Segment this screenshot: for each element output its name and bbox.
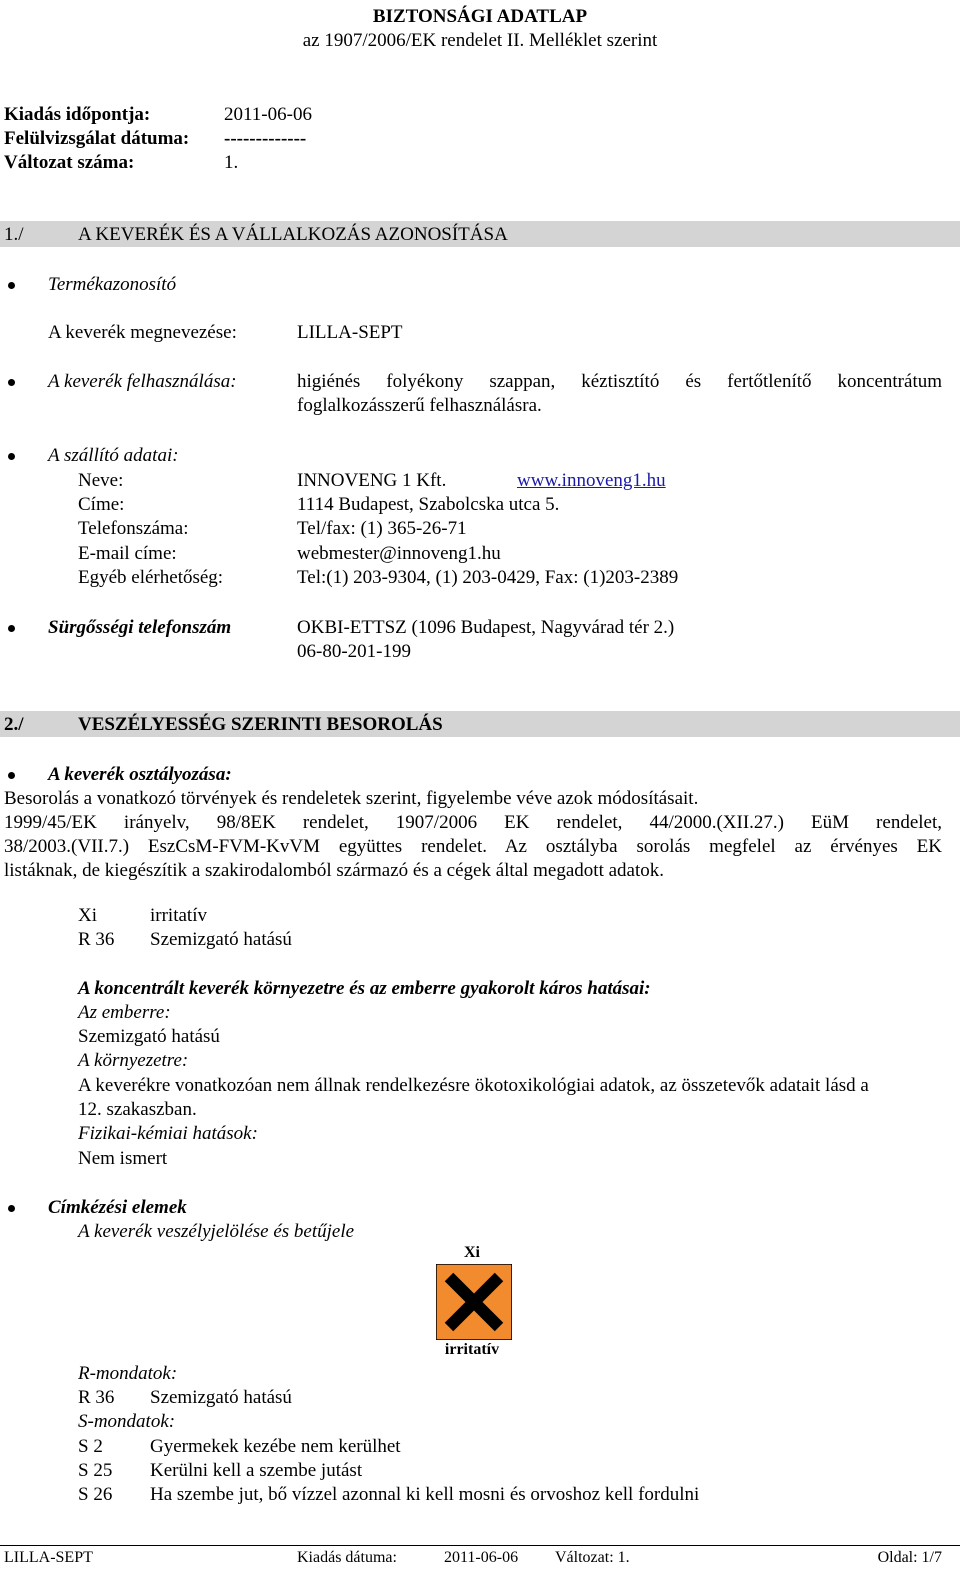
class-text-xi: irritatív [150, 905, 207, 926]
review-date-label: Felülvizsgálat dátuma: [4, 128, 190, 149]
s-phrase-text: Kerülni kell a szembe jutást [150, 1460, 363, 1481]
classification-para-line-4: listáknak, de kiegészítik a szakirodalomból származó és a cégek által megadott adatok. [4, 860, 664, 881]
bullet [8, 625, 15, 632]
issue-date-value: 2011-06-06 [224, 104, 312, 125]
product-id-label: Termékazonosító [48, 274, 177, 295]
footer-issue-label: Kiadás dátuma: [297, 1549, 397, 1566]
version-label: Változat száma: [4, 152, 135, 173]
emergency-line-2: 06-80-201-199 [297, 641, 411, 662]
class-code-xi: Xi [78, 905, 97, 926]
version-value: 1. [224, 152, 239, 173]
email-label: E-mail címe: [78, 543, 177, 564]
bullet [8, 453, 15, 460]
class-text-r36: Szemizgató hatású [150, 929, 292, 950]
environment-line-2: 12. szakaszban. [78, 1099, 197, 1120]
document-subtitle: az 1907/2006/EK rendelet II. Melléklet szerint [302, 30, 658, 51]
r-phrase-text: Szemizgató hatású [150, 1387, 292, 1408]
email-value: webmester@innoveng1.hu [297, 543, 501, 564]
address-label: Címe: [78, 494, 125, 515]
address-value: 1114 Budapest, Szabolcska utca 5. [297, 494, 560, 515]
section1-number: 1./ [4, 224, 24, 245]
bullet [8, 772, 15, 779]
emergency-label: Sürgősségi telefonszám [48, 617, 232, 638]
other-contact-label: Egyéb elérhetőség: [78, 567, 224, 588]
use-line-1: higiénés folyékony szappan, kéztisztító és fertőtlenítő koncentrátum [297, 371, 942, 392]
phone-value: Tel/fax: (1) 365-26-71 [297, 518, 467, 539]
environment-line-1: A keverékre vonatkozóan nem állnak rendelkezésre ökotoxikológiai adatok, az összetevők adatait lásd a [78, 1075, 869, 1096]
pictogram-code: Xi [464, 1244, 480, 1261]
s-phrase-text: Gyermekek kezébe nem kerülhet [150, 1436, 401, 1457]
use-label: A keverék felhasználása: [48, 371, 237, 392]
footer-product: LILLA-SEPT [4, 1549, 93, 1566]
environment-label: A környezetre: [78, 1050, 189, 1071]
supplier-label: A szállító adatai: [48, 445, 179, 466]
irritant-x-icon [436, 1264, 512, 1340]
labelling-label: Címkézési elemek [48, 1197, 187, 1218]
section2-title: VESZÉLYESSÉG SZERINTI BESOROLÁS [78, 714, 443, 735]
classification-label: A keverék osztályozása: [48, 764, 232, 785]
humans-label: Az emberre: [78, 1002, 171, 1023]
pictogram-caption: irritatív [444, 1341, 500, 1358]
classification-para-line-3: 38/2003.(VII.7.) EszCsM-FVM-KvVM együttes rendelet. Az osztályba sorolás megfelel az érvényes EK [4, 836, 942, 857]
classification-para-line-2: 1999/45/EK irányelv, 98/8EK rendelet, 1907/2006 EK rendelet, 44/2000.(XII.27.) EüM rendelet, [4, 812, 942, 833]
physchem-value: Nem ismert [78, 1148, 168, 1169]
supplier-name-label: Neve: [78, 470, 124, 491]
website-link[interactable]: www.innoveng1.hu [517, 470, 666, 491]
s-phrase-text: Ha szembe jut, bő vízzel azonnal ki kell mosni és orvoshoz kell fordulni [150, 1484, 700, 1505]
bullet [8, 282, 15, 289]
s-phrase-code: S 25 [78, 1460, 113, 1481]
review-date-value: ------------- [224, 128, 307, 149]
r-phrase-code: R 36 [78, 1387, 115, 1408]
footer-issue-value: 2011-06-06 [444, 1549, 519, 1566]
bullet [8, 1205, 15, 1212]
s-phrases-label: S-mondatok: [78, 1411, 176, 1432]
issue-date-label: Kiadás időpontja: [4, 104, 151, 125]
document-title: BIZTONSÁGI ADATLAP [372, 6, 588, 27]
class-code-r36: R 36 [78, 929, 115, 950]
effects-heading: A koncentrált keverék környezetre és az emberre gyakorolt káros hatásai: [78, 978, 651, 999]
footer-divider [0, 1545, 960, 1546]
other-contact-value: Tel:(1) 203-9304, (1) 203-0429, Fax: (1)203-2389 [297, 567, 679, 588]
marking-label: A keverék veszélyjelölése és betűjele [78, 1221, 355, 1242]
use-line-2: foglalkozásszerű felhasználásra. [297, 395, 542, 416]
s-phrase-code: S 2 [78, 1436, 103, 1457]
section1-title: A KEVERÉK ÉS A VÁLLALKOZÁS AZONOSÍTÁSA [78, 224, 508, 245]
footer-version: Változat: 1. [555, 1549, 630, 1566]
mixture-name-label: A keverék megnevezése: [48, 322, 237, 343]
s-phrase-code: S 26 [78, 1484, 113, 1505]
bullet [8, 379, 15, 386]
classification-para-line-1: Besorolás a vonatkozó törvények és rendeletek szerint, figyelembe véve azok módosításait. [4, 788, 699, 809]
physchem-label: Fizikai-kémiai hatások: [78, 1123, 258, 1144]
footer-page-number: Oldal: 1/7 [877, 1549, 942, 1566]
mixture-name-value: LILLA-SEPT [297, 322, 403, 343]
phone-label: Telefonszáma: [78, 518, 189, 539]
r-phrases-label: R-mondatok: [78, 1363, 178, 1384]
humans-value: Szemizgató hatású [78, 1026, 220, 1047]
section2-number: 2./ [4, 714, 24, 735]
emergency-line-1: OKBI-ETTSZ (1096 Budapest, Nagyvárad tér 2.) [297, 617, 675, 638]
supplier-name-value: INNOVENG 1 Kft. [297, 470, 447, 491]
